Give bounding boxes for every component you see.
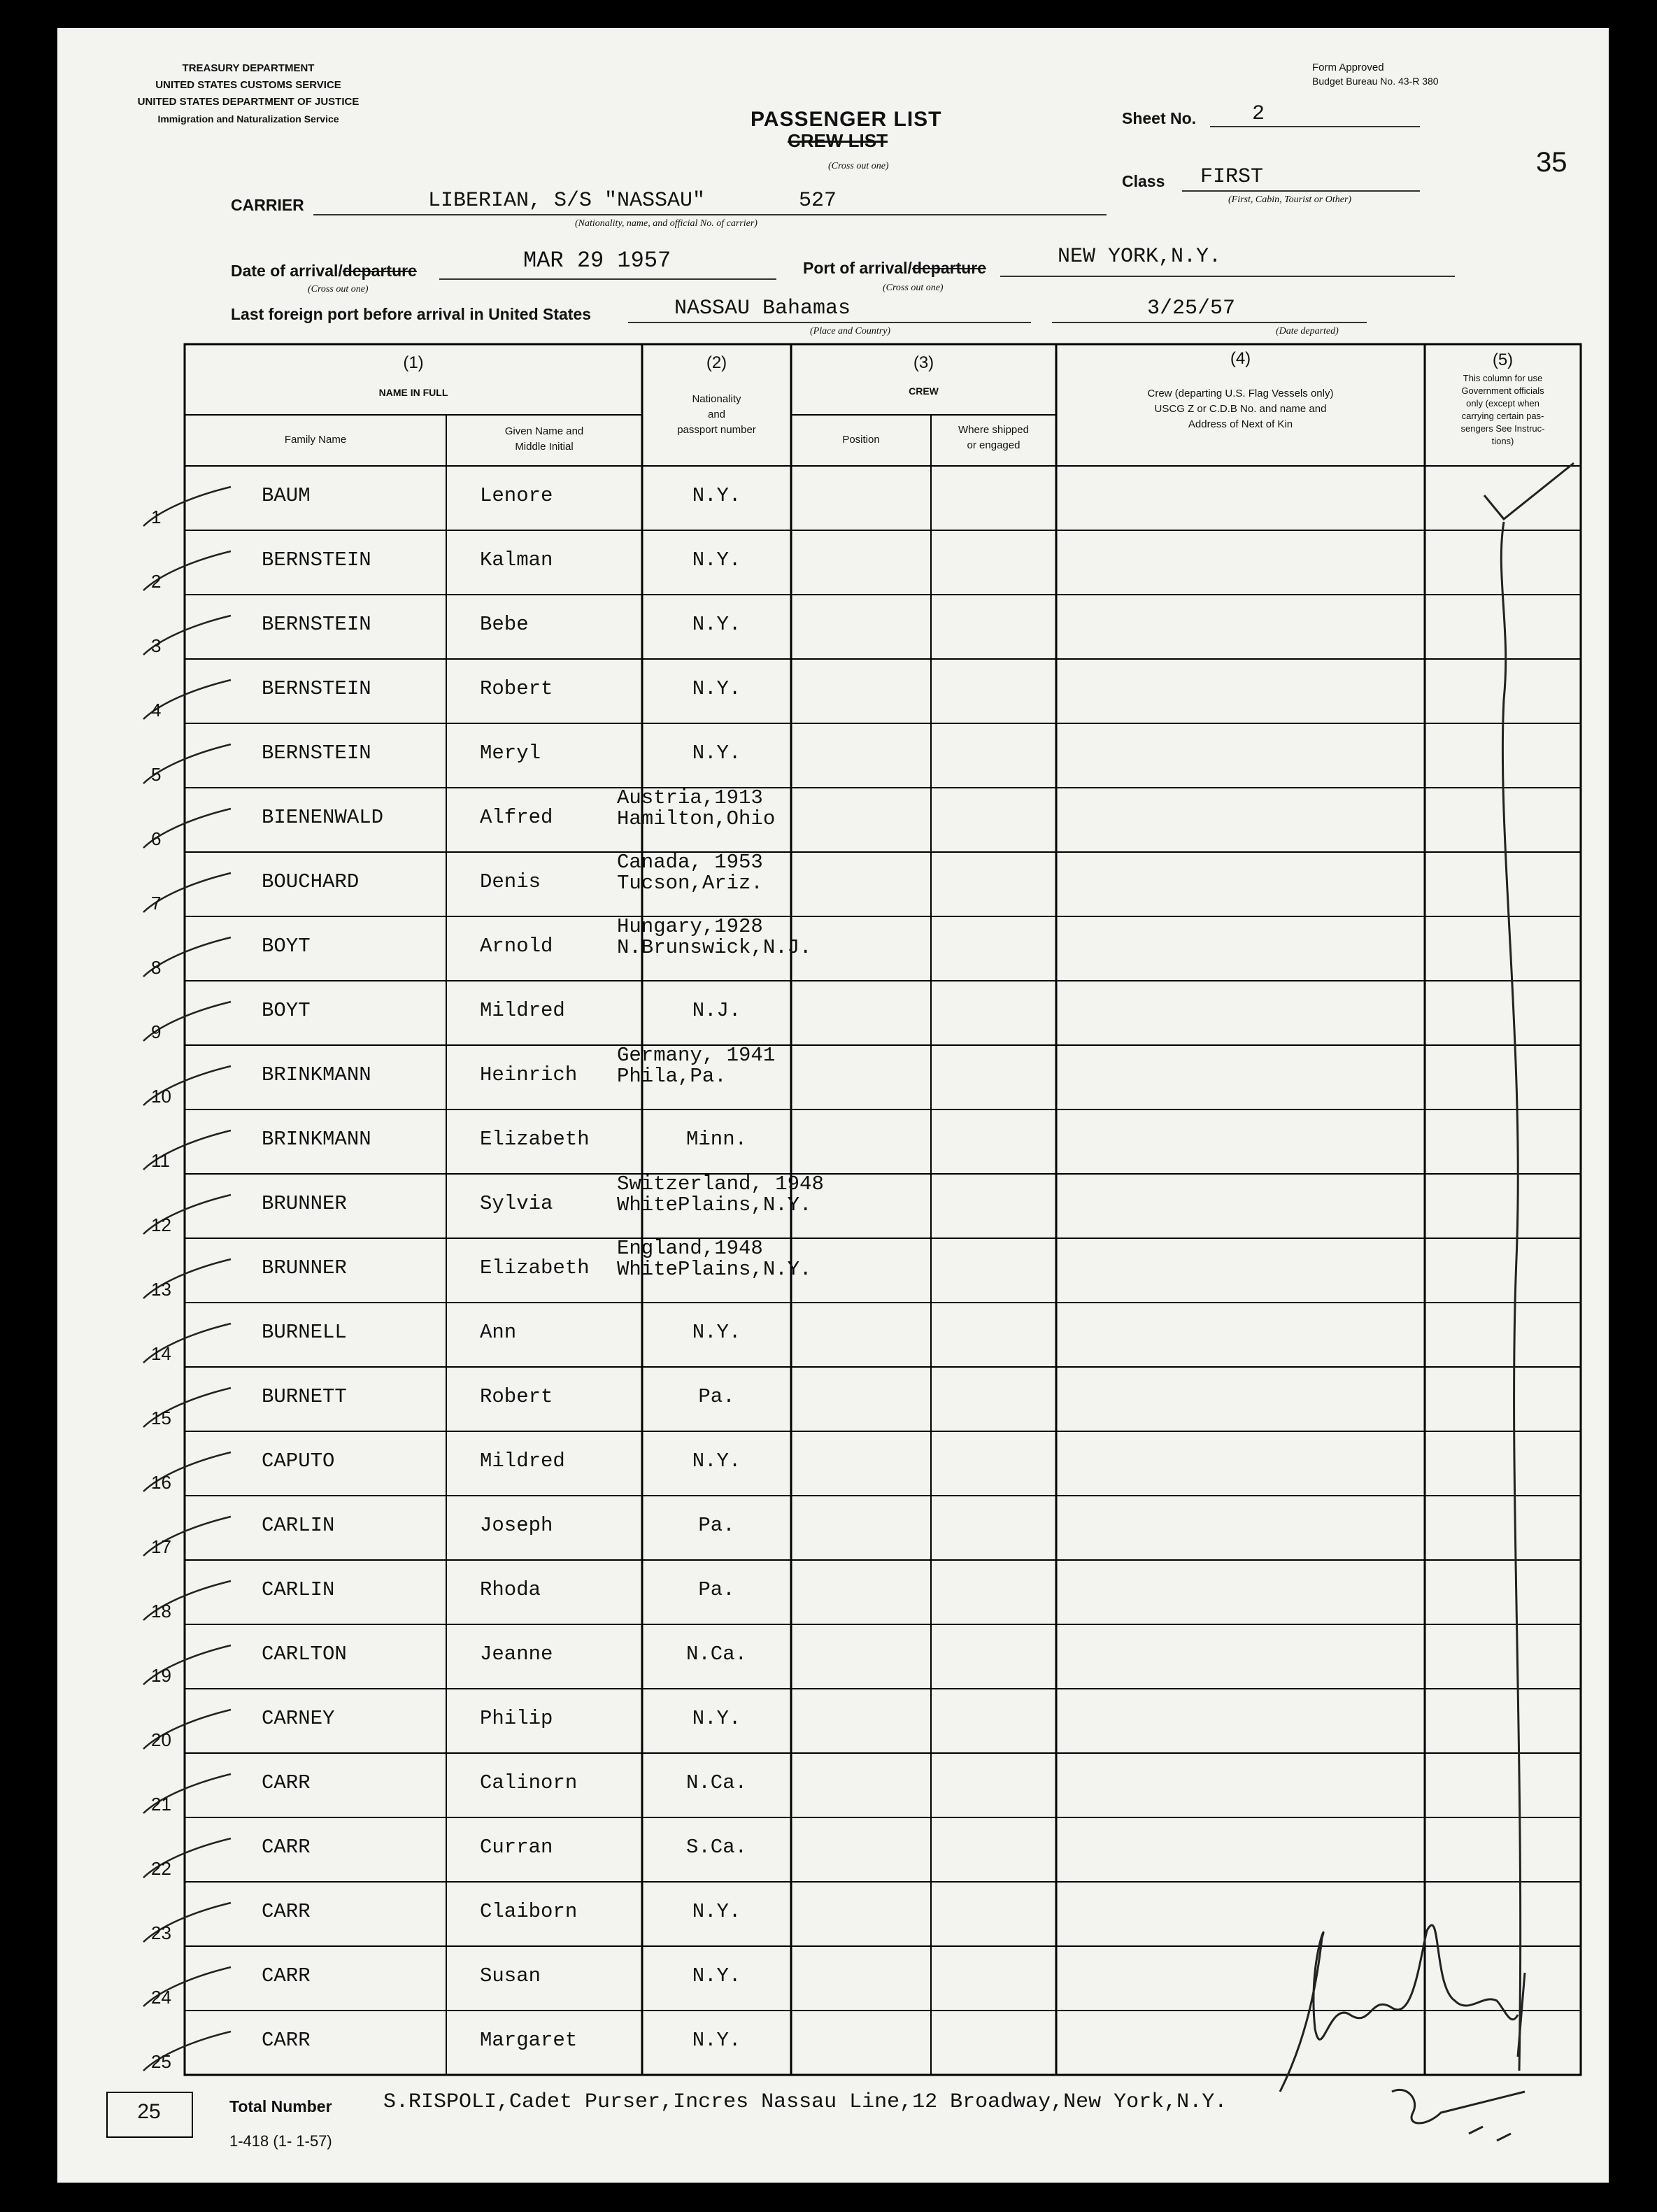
col1-title: NAME IN FULL — [378, 387, 448, 398]
form-title: PASSENGER LIST — [751, 108, 942, 131]
nationality-year: Austria,1913 — [617, 786, 763, 809]
row-number: 11 — [151, 1150, 170, 1171]
family-name: BERNSTEIN — [262, 677, 371, 700]
residence: N.Brunswick,N.J. — [617, 936, 812, 959]
residence: N.Y. — [692, 1707, 741, 1730]
arrival-date: MAR 29 1957 — [523, 248, 671, 274]
residence: N.J. — [692, 999, 741, 1022]
last-port-hint: (Place and Country) — [810, 326, 891, 336]
position-header: Position — [842, 434, 880, 446]
col1-number: (1) — [403, 353, 424, 372]
residence: N.Ca. — [685, 1771, 747, 1794]
col2-number: (2) — [706, 353, 727, 372]
given-name: Calinorn — [480, 1771, 578, 1794]
agency-line: Immigration and Naturalization Service — [157, 113, 339, 125]
arrival-label: Date of arrival/departure — [231, 262, 417, 280]
class-hint: (First, Cabin, Tourist or Other) — [1228, 194, 1352, 205]
signature-line: S.RISPOLI,Cadet Purser,Incres Nassau Line,12 Broadway,New York,N.Y. — [383, 2090, 1228, 2114]
given-name: Ann — [480, 1321, 517, 1344]
nationality-year: Canada, 1953 — [617, 851, 763, 874]
residence: Pa. — [698, 1578, 735, 1601]
last-port-label: Last foreign port before arrival in United States — [231, 305, 592, 323]
row-number: 10 — [151, 1086, 171, 1107]
col5-header: This column for use Government officials only (except when carrying certain pas- sengers See Instruc- tions) — [1460, 373, 1545, 446]
family-name: BERNSTEIN — [262, 548, 371, 572]
family-name-header: Family Name — [284, 434, 347, 446]
where-shipped-header: Where shipped or engaged — [958, 424, 1029, 451]
form-number: 1-418 (1- 1-57) — [229, 2132, 332, 2150]
family-name: CARLTON — [262, 1643, 347, 1666]
total-label: Total Number — [229, 2097, 332, 2115]
sheet-label: Sheet No. — [1122, 109, 1197, 127]
family-name: BRUNNER — [262, 1256, 347, 1279]
given-name: Kalman — [480, 548, 553, 572]
class-label: Class — [1122, 172, 1165, 190]
given-name: Bebe — [480, 613, 529, 636]
last-port-value: NASSAU Bahamas — [674, 297, 851, 320]
carrier-number: 527 — [799, 189, 837, 213]
given-name: Elizabeth — [480, 1256, 590, 1279]
row-number: 3 — [151, 635, 162, 656]
given-name: Jeanne — [480, 1643, 553, 1666]
port-value: NEW YORK,N.Y. — [1058, 245, 1222, 269]
residence: N.Y. — [692, 2029, 741, 2052]
family-name: BOYT — [262, 999, 311, 1022]
crossed-crew-list: CREW LIST — [788, 130, 888, 151]
inspector-signature — [1280, 1925, 1525, 2141]
family-name: BURNETT — [262, 1385, 347, 1408]
family-name: CAPUTO — [262, 1449, 335, 1473]
row-number: 13 — [151, 1279, 171, 1300]
agency-line: TREASURY DEPARTMENT — [182, 62, 315, 74]
row-number: 23 — [151, 1922, 171, 1943]
port-label: Port of arrival/departure — [803, 259, 987, 277]
family-name: CARR — [262, 2029, 311, 2052]
row-number: 20 — [151, 1729, 171, 1750]
row-number: 18 — [151, 1601, 171, 1622]
given-name: Sylvia — [480, 1192, 553, 1215]
given-name: Denis — [480, 870, 541, 893]
page-number: 35 — [1536, 147, 1567, 178]
family-name: CARR — [262, 1836, 311, 1859]
residence: N.Y. — [692, 484, 741, 507]
row-number: 14 — [151, 1343, 171, 1364]
row-number: 9 — [151, 1021, 162, 1042]
residence: N.Y. — [692, 1900, 741, 1923]
given-name: Robert — [480, 677, 553, 700]
given-name: Mildred — [480, 1449, 565, 1473]
residence: WhitePlains,N.Y. — [617, 1193, 812, 1217]
row-number: 2 — [151, 571, 162, 592]
given-name: Mildred — [480, 999, 565, 1022]
residence: N.Y. — [692, 1964, 741, 1987]
family-name: BRINKMANN — [262, 1063, 371, 1086]
residence: N.Y. — [692, 1449, 741, 1473]
col4-number: (4) — [1230, 349, 1251, 368]
family-name: BAUM — [262, 484, 311, 507]
residence: Phila,Pa. — [617, 1065, 727, 1088]
residence: Hamilton,Ohio — [617, 807, 776, 830]
nationality-year: England,1948 — [617, 1237, 763, 1260]
residence: WhitePlains,N.Y. — [617, 1258, 812, 1281]
row-number: 17 — [151, 1536, 171, 1557]
residence: N.Y. — [692, 677, 741, 700]
family-name: BOYT — [262, 935, 311, 958]
given-name: Rhoda — [480, 1578, 541, 1601]
family-name: CARR — [262, 1964, 311, 1987]
residence: N.Y. — [692, 742, 741, 765]
row-number: 16 — [151, 1472, 171, 1493]
cross-out-note: (Cross out one) — [828, 161, 889, 171]
residence: N.Y. — [692, 613, 741, 636]
port-hint: (Cross out one) — [883, 283, 944, 293]
row-number: 24 — [151, 1987, 171, 2008]
family-name: CARLIN — [262, 1514, 335, 1537]
family-name: BERNSTEIN — [262, 742, 371, 765]
departed-hint: (Date departed) — [1276, 326, 1339, 336]
residence: S.Ca. — [685, 1836, 747, 1859]
family-name: BERNSTEIN — [262, 613, 371, 636]
given-name: Heinrich — [480, 1063, 578, 1086]
residence: Pa. — [698, 1514, 735, 1537]
row-number: 8 — [151, 957, 162, 978]
col2-header: Nationality and passport number — [677, 393, 756, 436]
agency-line: UNITED STATES DEPARTMENT OF JUSTICE — [137, 96, 360, 108]
family-name: CARNEY — [262, 1707, 335, 1730]
given-name: Arnold — [480, 935, 553, 958]
family-name: CARLIN — [262, 1578, 335, 1601]
residence: Minn. — [685, 1128, 747, 1151]
family-name: CARR — [262, 1900, 311, 1923]
agency-line: UNITED STATES CUSTOMS SERVICE — [155, 79, 341, 91]
col3-title: CREW — [909, 385, 939, 397]
row-number: 5 — [151, 764, 162, 785]
given-name: Elizabeth — [480, 1128, 590, 1151]
given-name: Claiborn — [480, 1900, 578, 1923]
departed-date: 3/25/57 — [1147, 297, 1236, 320]
given-name-header: Given Name and Middle Initial — [504, 425, 584, 453]
given-name: Curran — [480, 1836, 553, 1859]
nationality-year: Hungary,1928 — [617, 915, 763, 938]
total-count: 25 — [137, 2100, 161, 2123]
family-name: BRINKMANN — [262, 1128, 371, 1151]
sheet-number: 2 — [1252, 102, 1265, 126]
given-name: Lenore — [480, 484, 553, 507]
given-name: Robert — [480, 1385, 553, 1408]
residence: Pa. — [698, 1385, 735, 1408]
carrier-hint: (Nationality, name, and official No. of carrier) — [575, 218, 758, 229]
row-number: 21 — [151, 1794, 171, 1815]
given-name: Joseph — [480, 1514, 553, 1537]
col4-header: Crew (departing U.S. Flag Vessels only) USCG Z or C.D.B No. and name and Address of Next of Kin — [1147, 388, 1334, 430]
given-name: Meryl — [480, 742, 541, 765]
given-name: Susan — [480, 1964, 541, 1987]
row-number: 19 — [151, 1665, 171, 1686]
given-name: Philip — [480, 1707, 553, 1730]
family-name: BURNELL — [262, 1321, 347, 1344]
carrier-value: LIBERIAN, S/S "NASSAU" — [428, 189, 706, 213]
nationality-year: Germany, 1941 — [617, 1044, 776, 1067]
family-name: BIENENWALD — [262, 806, 384, 829]
form-approved: Form Approved — [1312, 62, 1384, 73]
row-number: 22 — [151, 1858, 171, 1879]
family-name: BRUNNER — [262, 1192, 347, 1215]
col5-number: (5) — [1492, 350, 1514, 369]
budget-bureau: Budget Bureau No. 43-R 380 — [1312, 76, 1439, 87]
row-number: 25 — [151, 2051, 171, 2072]
row-number: 12 — [151, 1214, 171, 1235]
row-number: 15 — [151, 1408, 171, 1428]
class-value: FIRST — [1200, 165, 1264, 189]
row-number: 4 — [151, 700, 162, 721]
residence: N.Ca. — [685, 1643, 747, 1666]
family-name: CARR — [262, 1771, 311, 1794]
residence: N.Y. — [692, 1321, 741, 1344]
col3-number: (3) — [913, 353, 934, 372]
given-name: Alfred — [480, 806, 553, 829]
nationality-year: Switzerland, 1948 — [617, 1172, 824, 1196]
residence: N.Y. — [692, 548, 741, 572]
row-number: 1 — [151, 506, 162, 527]
carrier-label: CARRIER — [231, 196, 304, 214]
residence: Tucson,Ariz. — [617, 872, 763, 895]
given-name: Margaret — [480, 2029, 578, 2052]
row-number: 7 — [151, 893, 162, 914]
row-number: 6 — [151, 828, 162, 849]
family-name: BOUCHARD — [262, 870, 360, 893]
arrival-hint: (Cross out one) — [308, 284, 369, 295]
